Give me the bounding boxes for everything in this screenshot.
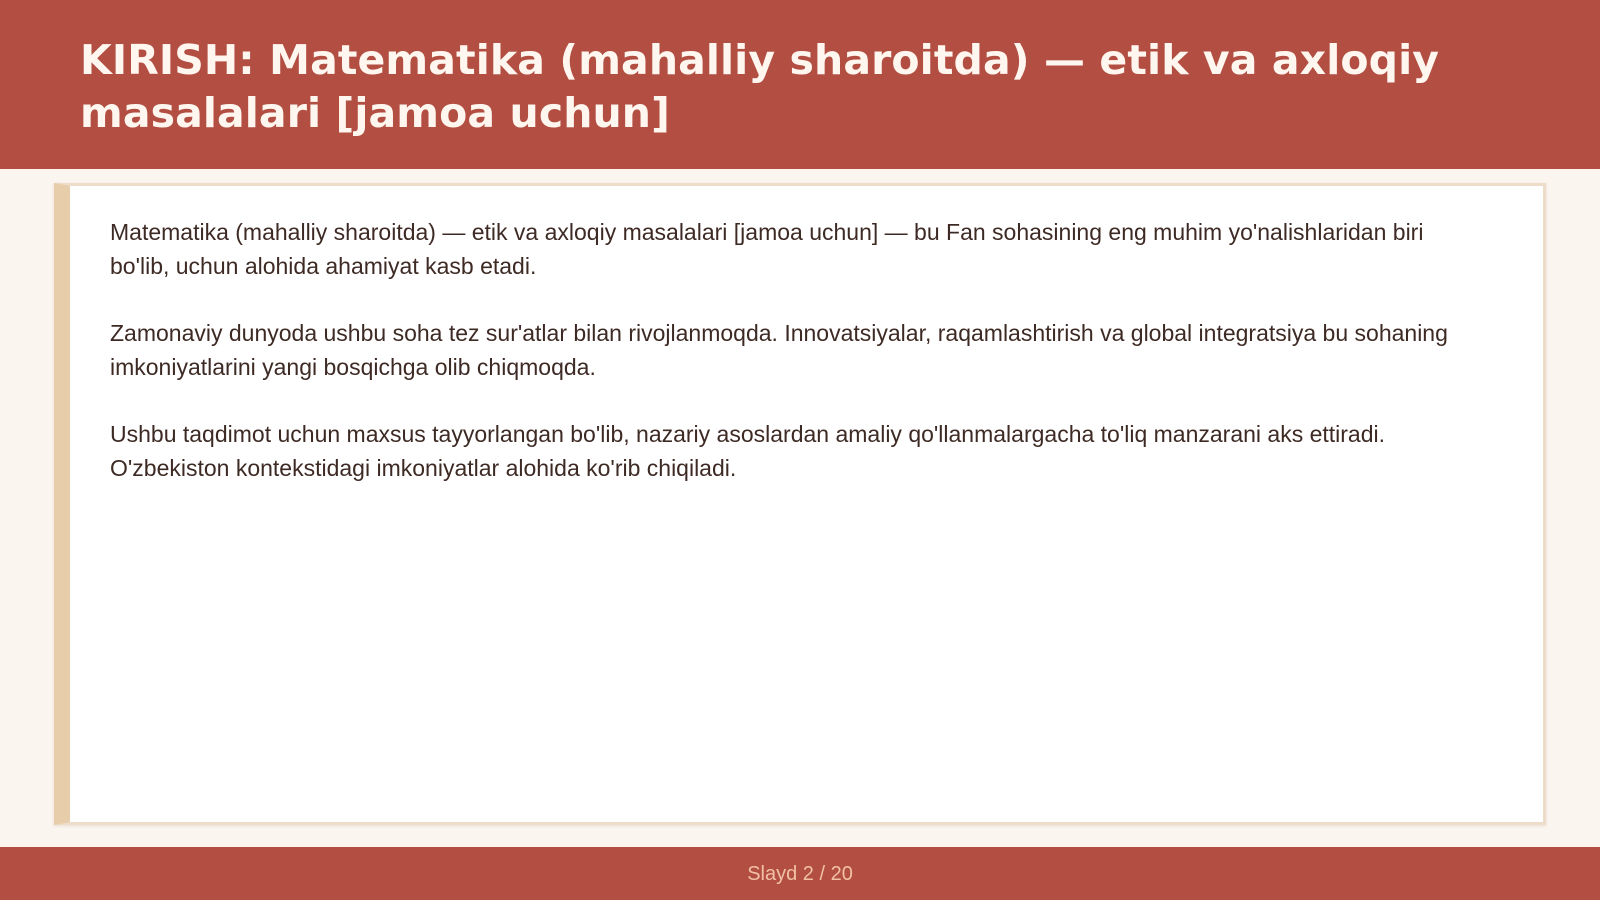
slide-footer xyxy=(0,847,1600,900)
content-card xyxy=(54,183,1546,825)
content-text xyxy=(110,215,1480,518)
development-paragraph: Zamonaviy dunyoda ushbu soha tez sur'atlar bilan rivojlanmoqda. Innovatsiyalar, raqamlashtirish va global integratsiya bu sohaning imkoniyatlarini yangi bosqichga olib chiqmoqda. xyxy=(110,320,1448,380)
presentation-paragraph: Ushbu taqdimot uchun maxsus tayyorlangan bo'lib, nazariy asoslardan amaliy qo'llanmalargacha to'liq manzarani aks ettiradi. O'zbekiston kontekstidagi imkoniyatlar alohida ko'rib chiqiladi. xyxy=(110,421,1386,481)
slide-header xyxy=(0,0,1600,169)
intro-paragraph: Matematika (mahalliy sharoitda) — etik va axloqiy masalalari [jamoa uchun] — bu Fan sohasining eng muhim yo'nalishlaridan biri bo'lib, uchun alohida ahamiyat kasb etadi. xyxy=(110,219,1424,279)
slide-title: KIRISH: Matematika (mahalliy sharoitda) — etik va axloqiy masalalari [jamoa uchun] xyxy=(80,36,1440,137)
slide-number: Slayd 2 / 20 xyxy=(747,863,853,885)
